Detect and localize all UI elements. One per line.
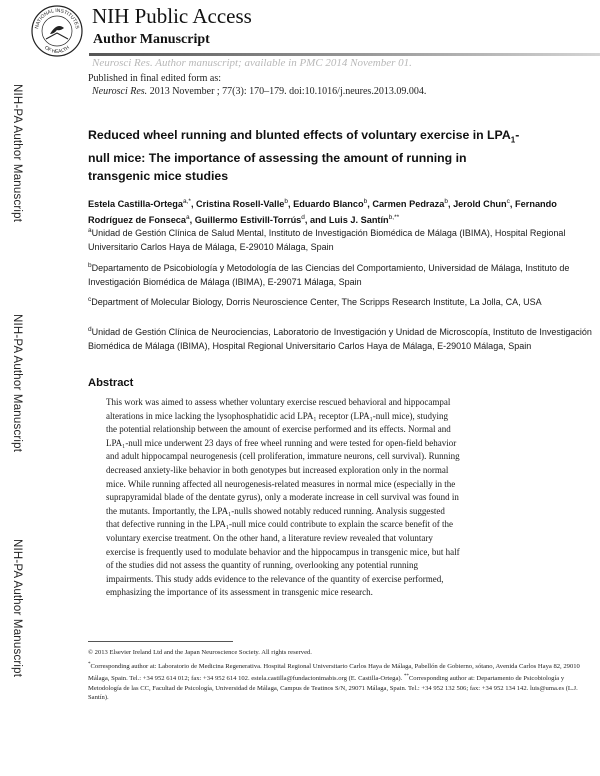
article-title [88,126,528,185]
abstract-line: the mutants. Importantly, the LPA₁-nulls showed notably reduced running. Analysis suggested [106,505,445,516]
abstract-line: that defective running in the LPA₁-null mice could contribute to explain the scarce benefit of the [106,519,453,530]
author: Carmen Pedraza$^b$, [372,198,454,210]
nih-seal-logo [30,4,84,58]
title-text-continued: -null mice: The importance of assessing the amount of running in transgenic mice studies [88,128,520,184]
footnote-divider [88,641,233,642]
logo-top-text: NATIONAL INSTITUTES [34,7,80,30]
abstract-line: the potential relationship between the amount of exercise performed and its effects. Normal and [106,424,451,435]
author-list [88,195,596,227]
corresponding-author-note: *Corresponding author at: Laboratorio de Medicina Regenerativa. Hospital Regional Universitario Carlos Haya de Málaga, Pabellón de Gobierno, sótano, Avenida Carlos Haya 82, 29010 Málaga, Spain. Tel.: +34 952 614 012; fax: +34 952 614 102. estela.castilla@fundacionimabis.org (E. Castilla-Ortega). **Corresponding author at: Departamento de Psicobiología y Metodología de las CC, Facultad de Psicología, Universidad de Málaga, Campus de Teatinos S/N, 29071 Málaga, Spain. Tel.: +34 952 132 506; fax: +34 952 134 142. luis@uma.es (L.J. Santín). [88,662,580,702]
abstract-line: exercise is frequently used to modulate behavior and the hippocampus in transgenic mice, but half [106,546,460,557]
abstract-line: mice. While running affected all neurogenesis-related measures in normal mice (especially in the [106,478,456,489]
header-availability-note: Neurosci Res. Author manuscript; available in PMC 2014 November 01. [92,57,412,69]
title-subscript: 1 [510,135,516,145]
author: Guillermo Estivill-Torrús$^d$, and [194,214,329,226]
author: Jerold Chun$^c$, [453,198,516,210]
header-divider [89,53,600,56]
abstract-heading: Abstract [88,377,134,389]
side-label-top [6,78,28,228]
affiliation-a: $^a$Unidad de Gestión Clínica de Salud Mental, Instituto de Investigación Biomédica de Málaga (IBIMA), Hospital Regional Universitario Carlos Haya de Málaga, E-29010 Málaga, Spain [88,227,566,252]
header-subtitle: Author Manuscript [93,32,210,47]
logo-bottom-text: OF HEALTH [43,44,71,56]
side-label-text: NIH-PA Author Manuscript [11,313,23,453]
abstract-line: LPA₁-null mice underwent 23 days of free wheel running and were tested for open-field behavior [106,437,457,448]
citation-details: 2013 November ; 77(3): 170–179. doi:10.1016/j.neures.2013.09.004. [149,86,427,97]
abstract-line: of the studies did not assess the quantity of running, overlooking any potential running [106,560,418,571]
side-label-text: NIH-PA Author Manuscript [11,83,23,223]
author: Luis J. Santín$^{b,**}$ [328,214,400,226]
publication-citation [92,87,426,97]
copyright-notice: © 2013 Elsevier Ireland Ltd and the Japan Neuroscience Society. All rights reserved. [88,649,312,656]
abstract-line: alterations in mice lacking the lysophosphatidic acid LPA₁ receptor (LPA₁-null mice), studying [106,410,449,421]
affiliation-b: $^b$Departamento de Psicobiología y Metodología de las Ciencias del Comportamiento, Universidad de Málaga, Instituto de Investigación Biomédica de Málaga (IBIMA), E-29071 Málaga, Spain [88,262,570,287]
side-label-middle [6,308,28,458]
abstract-line: and adult hippocampal neurogenesis (cell proliferation, immature neurons, cell survival). Running [106,451,460,462]
abstract-line: voluntary exercise treatment. On the other hand, a literature review revealed that voluntary [106,532,433,543]
journal-name: Neurosci Res. [92,86,148,97]
abstract-line: suprapyramidal blade of the dentate gyrus), only a moderate increase in cell survival was found in [106,492,459,503]
affiliation-c: $^c$Department of Molecular Biology, Dorris Neuroscience Center, The Scripps Research Institute, La Jolla, CA, USA [88,296,542,307]
affiliation-d: $^d$Unidad de Gestión Clínica de Neurociencias, Laboratorio de Investigación y Unidad de Microscopía, Instituto de Investigación Biomédica de Málaga (IBIMA), Hospital Regional Universitario Carlos Haya de Málaga, E-29010 Málaga, Spain [88,326,592,351]
author: Cristina Rosell-Valle$^b$, [196,198,294,210]
author: Eduardo Blanco$^b$, [293,198,373,210]
author: Fernando Rodríguez de Fonseca$^a$, [88,199,557,226]
header-title: NIH Public Access [92,4,252,28]
abstract-body [106,396,556,600]
abstract-line: This work was aimed to assess whether voluntary exercise rescued behavioral and hippocampal [106,397,451,407]
abstract-line: emphasizing the importance of its assessment in transgenic mice research. [106,587,373,598]
side-label-text: NIH-PA Author Manuscript [11,538,23,678]
side-label-bottom [6,533,28,683]
publication-label: Published in final edited form as: [88,73,222,84]
author: Estela Castilla-Ortega$^{a,*}$, [88,198,197,210]
title-text: Reduced wheel running and blunted effects of voluntary exercise in LPA [88,128,511,142]
abstract-line: decreased anxiety-like behavior in both genotypes but increased exploration only in the normal [106,464,449,475]
abstract-line: impairments. This study adds evidence to the relevance of the quantity of exercise performed, [106,573,444,584]
